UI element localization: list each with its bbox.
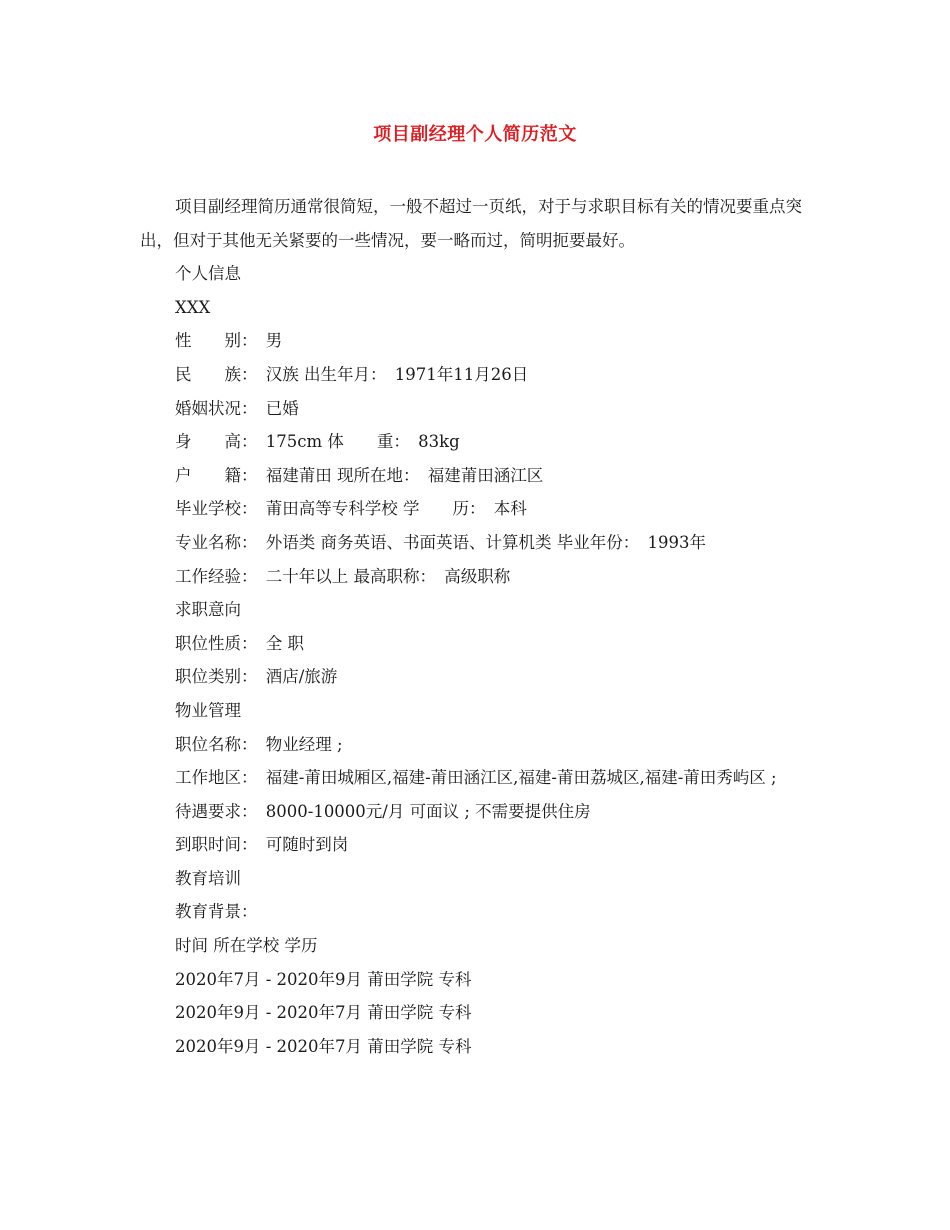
intro-paragraph: 项目副经理简历通常很简短，一般不超过一页纸，对于与求职目标有关的情况要重点突出，但对于其他无关紧要的一些情况，要一略而过，简明扼要最好。 [140,197,802,250]
section-heading-job-intent: 求职意向 [175,600,241,620]
education-row: 2020年9月 - 2020年7月 莆田学院 专科 [175,1003,472,1023]
job-category-line: 职位类别： 酒店/旅游 [175,667,338,687]
ethnicity-birth-line: 民 族： 汉族 出生年月： 1971年11月26日 [175,364,529,384]
start-time-line: 到职时间： 可随时到岗 [175,835,349,855]
hometown-location-line: 户 籍： 福建莆田 现所在地： 福建莆田涵江区 [175,465,544,485]
education-row: 2020年9月 - 2020年7月 莆田学院 专科 [175,1036,472,1056]
school-degree-line: 毕业学校： 莆田高等专科学校 学 历： 本科 [175,499,527,519]
major-graduation-line: 专业名称： 外语类 商务英语、书面英语、计算机类 毕业年份： 1993年 [175,532,706,552]
marital-status-line: 婚姻状况： 已婚 [175,398,299,418]
document-title: 项目副经理个人简历范文 [373,124,577,145]
education-row: 2020年7月 - 2020年9月 莆田学院 专科 [175,969,472,989]
work-area-line: 工作地区： 福建-莆田城厢区,福建-莆田涵江区,福建-莆田荔城区,福建-莆田秀屿区 ; [175,768,777,788]
experience-title-line: 工作经验： 二十年以上 最高职称： 高级职称 [175,566,511,586]
gender-line: 性 别： 男 [175,331,283,351]
job-title-line: 职位名称： 物业经理 ; [175,734,343,754]
section-heading-personal-info: 个人信息 [175,264,241,284]
document-body [140,190,820,1063]
name-line: XXX [175,297,211,317]
salary-line: 待遇要求： 8000-10000元/月 可面议 ; 不需要提供住房 [175,801,591,821]
section-heading-education: 教育培训 [175,868,241,888]
height-weight-line: 身 高： 175cm 体 重： 83kg [175,432,460,452]
job-nature-line: 职位性质： 全 职 [175,633,304,653]
education-background-line: 教育背景： [175,902,258,922]
property-management-line: 物业管理 [175,700,241,720]
education-header-line: 时间 所在学校 学历 [175,936,318,956]
